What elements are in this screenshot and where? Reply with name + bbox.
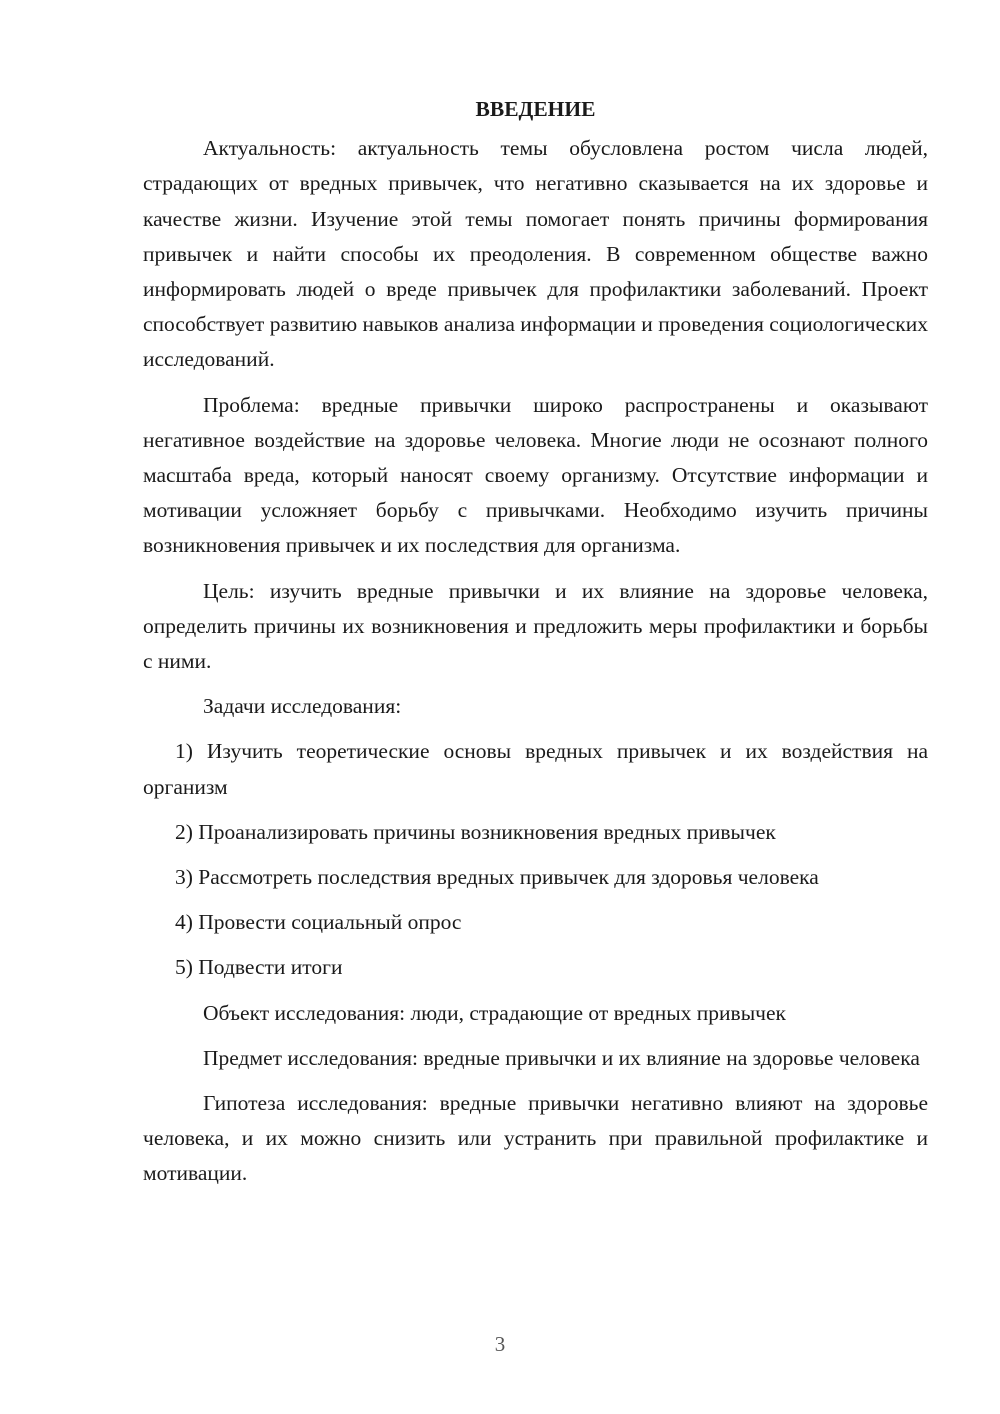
paragraph-goal: Цель: изучить вредные привычки и их влияние на здоровье человека, определить причины их возникновения и предложить меры профилактики и борьбы с ними. <box>143 578 928 674</box>
tasks-heading: Задачи исследования: <box>203 694 402 719</box>
task-item-2: 2) Проанализировать причины возникновения вредных привычек <box>175 819 776 844</box>
paragraph-relevance: Актуальность: актуальность темы обусловлена ростом числа людей, страдающих от вредных привычек, что негативно сказывается на их здоровье и качестве жизни. Изучение этой темы помогает понять причины формирования привычек и найти способы их преодоления. В современном обществе важно информировать людей о вреде привычек для профилактики заболеваний. Проект способствует развитию навыков анализа информации и проведения социологических исследований. <box>143 136 928 372</box>
page-number: 3 <box>494 1332 506 1356</box>
task-item-3: 3) Рассмотреть последствия вредных привычек для здоровья человека <box>175 865 819 890</box>
section-title: ВВЕДЕНИЕ <box>475 97 596 121</box>
paragraph-hypothesis: Гипотеза исследования: вредные привычки негативно влияют на здоровье человека, и их можно снизить или устранить при правильной профилактике и мотивации. <box>143 1091 928 1186</box>
paragraph-object: Объект исследования: люди, страдающие от вредных привычек <box>203 1000 786 1025</box>
task-item-1: 1) Изучить теоретические основы вредных привычек и их воздействия на организм <box>143 739 928 799</box>
paragraph-problem: Проблема: вредные привычки широко распространены и оказывают негативное воздействие на здоровье человека. Многие люди не осознают полного масштаба вреда, который наносят своему организму. Отсутствие информации и мотивации усложняет борьбу с привычками. Необходимо изучить причины возникновения привычек и их последствия для организма. <box>143 392 928 558</box>
task-item-5: 5) Подвести итоги <box>175 955 343 980</box>
paragraph-subject: Предмет исследования: вредные привычки и их влияние на здоровье человека <box>203 1045 920 1070</box>
task-item-4: 4) Провести социальный опрос <box>175 910 462 935</box>
document-page <box>143 92 928 1202</box>
